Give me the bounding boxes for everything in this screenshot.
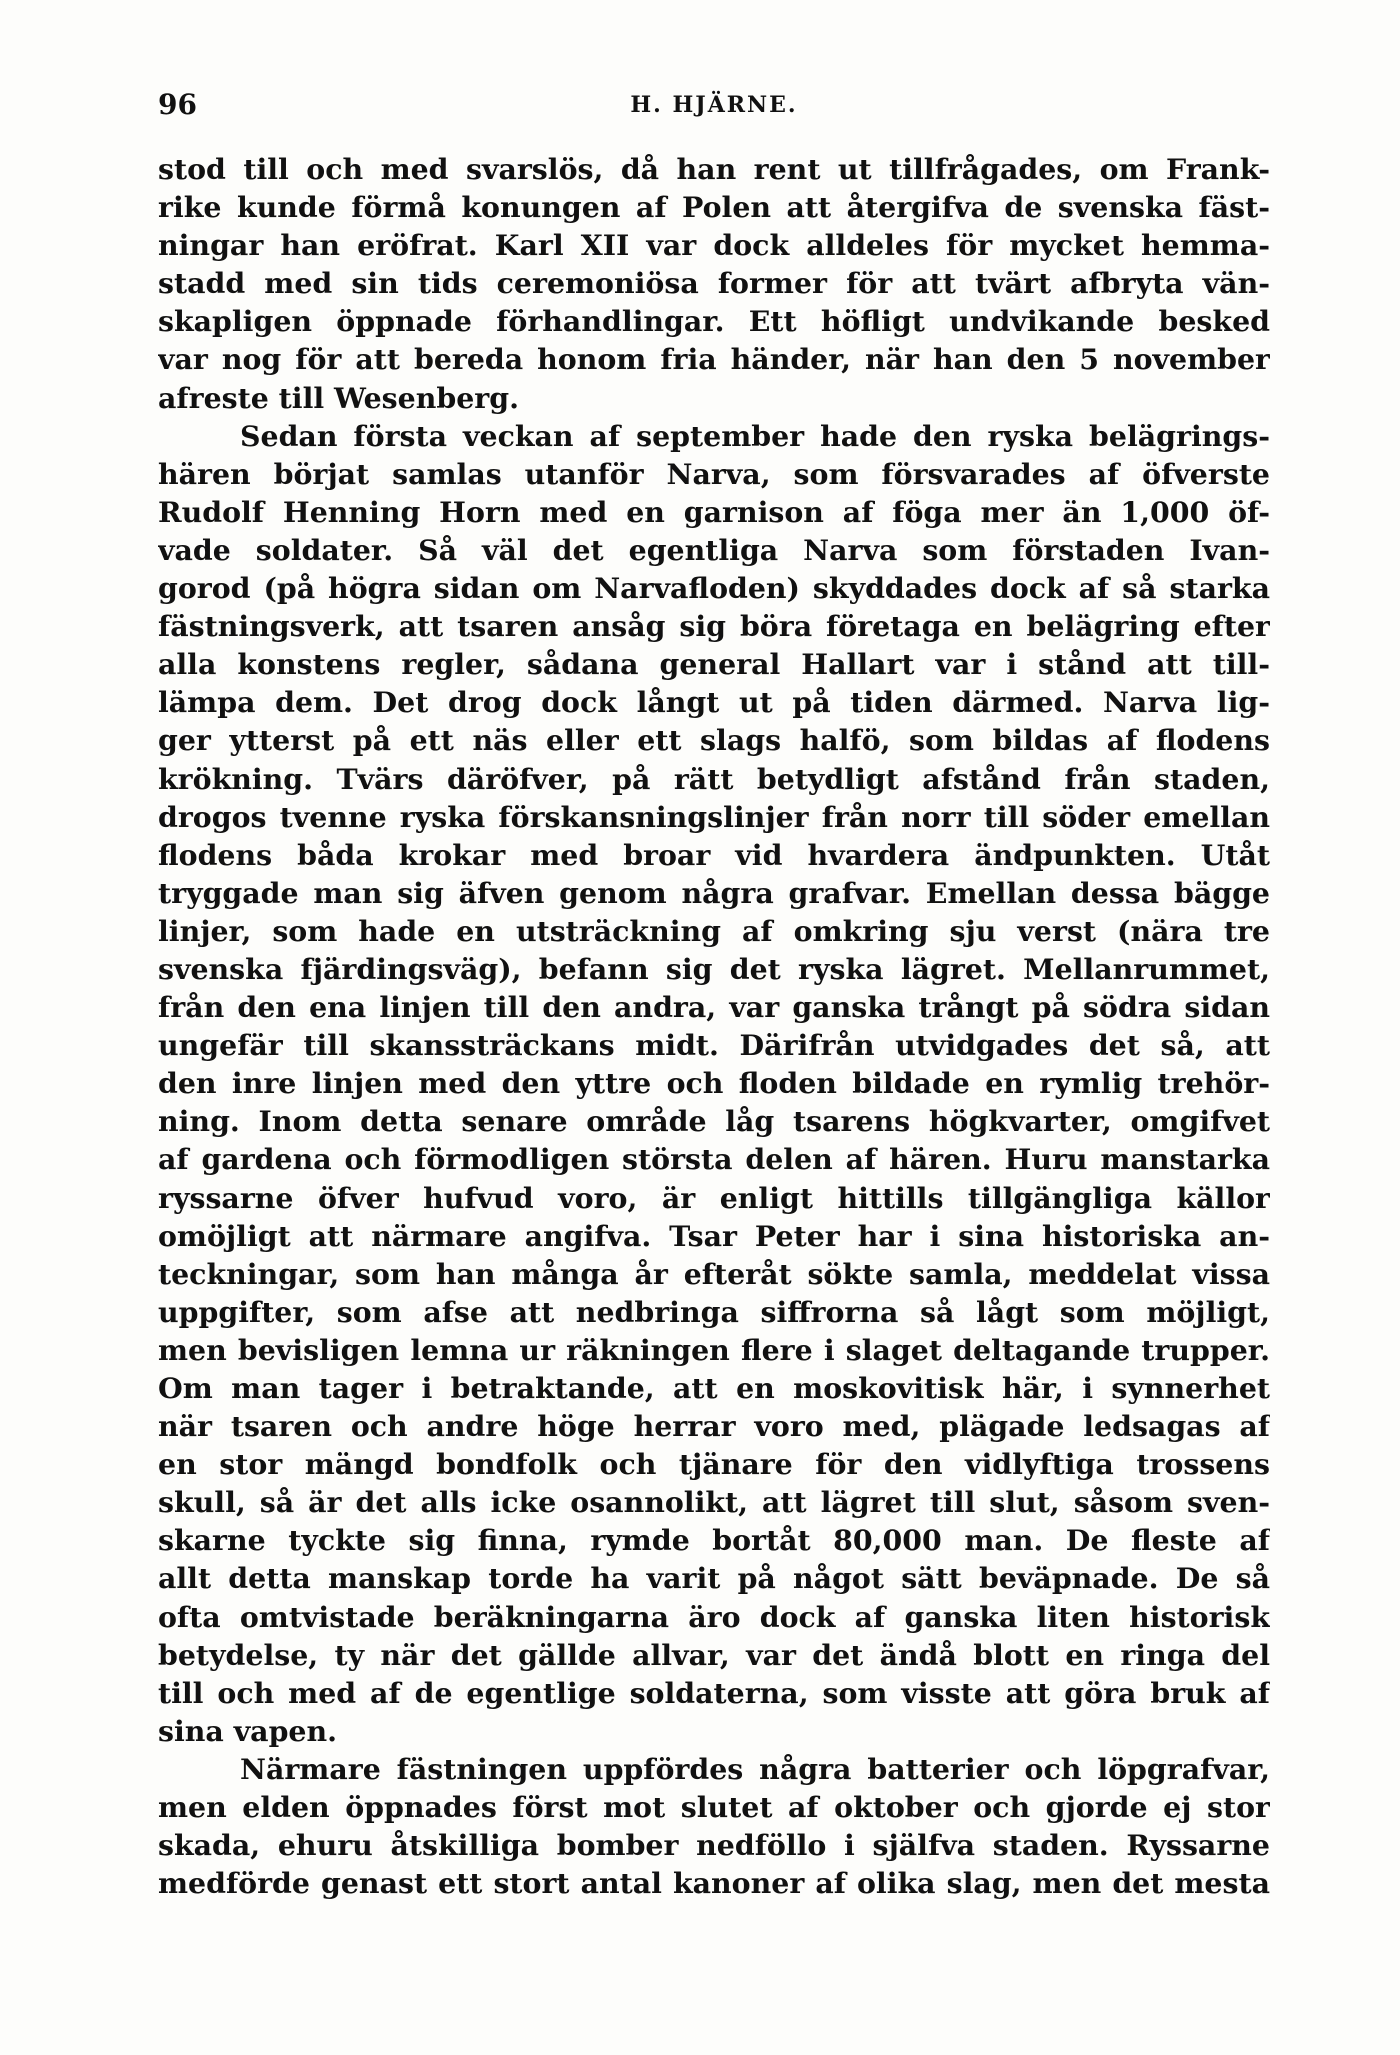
text-line: alla konstens regler, sådana general Hallart var i stånd att till- [158, 647, 1270, 682]
body-text [158, 150, 1270, 1902]
text-line: ger ytterst på ett näs eller ett slags halfö, som bildas af flodens [158, 723, 1270, 758]
text-line: men elden öppnades först mot slutet af oktober och gjorde ej stor [158, 1790, 1270, 1825]
text-line: betydelse, ty när det gällde allvar, var det ändå blott en ringa del [158, 1637, 1270, 1672]
page-number: 96 [158, 88, 197, 121]
text-line: när tsaren och andre höge herrar voro med, plägade ledsagas af [158, 1409, 1270, 1444]
text-line: af gardena och förmodligen största delen af hären. Huru manstarka [158, 1142, 1270, 1177]
text-line: vade soldater. Så väl det egentliga Narva som förstaden Ivan- [158, 532, 1270, 567]
text-line: skull, så är det alls icke osannolikt, att lägret till slut, såsom sven- [158, 1485, 1270, 1520]
text-line: Sedan första veckan af september hade den ryska belägrings- [240, 418, 1270, 453]
page-header [158, 88, 1270, 128]
text-line: fästningsverk, att tsaren ansåg sig böra företaga en belägring efter [158, 609, 1270, 644]
text-line: Om man tager i betraktande, att en moskovitisk här, i synnerhet [158, 1371, 1270, 1405]
text-line: lämpa dem. Det drog dock långt ut på tiden därmed. Narva lig- [158, 685, 1270, 720]
text-line: flodens båda krokar med broar vid hvardera ändpunkten. Utåt [158, 837, 1270, 872]
text-line: linjer, som hade en utsträckning af omkring sju verst (nära tre [158, 913, 1270, 948]
text-line: ning. Inom detta senare område låg tsarens högkvarter, omgifvet [158, 1104, 1270, 1139]
text-line: stod till och med svarslös, då han rent ut tillfrågades, om Frank- [158, 152, 1270, 186]
text-line: ungefär till skanssträckans midt. Därifrån utvidgades det så, att [158, 1028, 1270, 1063]
text-line: hären börjat samlas utanför Narva, som försvarades af öfverste [158, 456, 1270, 491]
text-line: drogos tvenne ryska förskansningslinjer från norr till söder emellan [158, 799, 1270, 834]
text-line: sina vapen. [158, 1713, 338, 1748]
text-line: teckningar, som han många år efteråt sökte samla, meddelat vissa [158, 1256, 1270, 1291]
text-line: allt detta manskap torde ha varit på något sätt beväpnade. De så [158, 1561, 1270, 1596]
paragraph [158, 417, 1270, 1750]
text-line: skapligen öppnade förhandlingar. Ett höfligt undvikande besked [158, 304, 1270, 339]
text-line: stadd med sin tids ceremoniösa former för att tvärt afbryta vän- [158, 266, 1270, 301]
text-line: en stor mängd bondfolk och tjänare för den vidlyftiga trossens [158, 1447, 1270, 1482]
text-line: från den ena linjen till den andra, var ganska trångt på södra sidan [158, 990, 1270, 1025]
text-line: Närmare fästningen uppfördes några batterier och löpgrafvar, [240, 1751, 1270, 1786]
text-line: Rudolf Henning Horn med en garnison af föga mer än 1,000 öf- [158, 494, 1270, 529]
paragraph [158, 1750, 1270, 1902]
text-line: tryggade man sig äfven genom några grafvar. Emellan dessa bägge [158, 875, 1270, 910]
text-line: rike kunde förmå konungen af Polen att återgifva de svenska fäst- [158, 190, 1270, 225]
text-line: ningar han eröfrat. Karl XII var dock alldeles för mycket hemma- [158, 228, 1270, 263]
text-line: till och med af de egentlige soldaterna, som visste att göra bruk af [158, 1675, 1270, 1710]
text-line: den inre linjen med den yttre och floden bildade en rymlig trehör- [158, 1066, 1270, 1101]
text-line: uppgifter, som afse att nedbringa siffrorna så lågt som möjligt, [158, 1294, 1270, 1329]
text-line: skarne tyckte sig finna, rymde bortåt 80,000 man. De fleste af [158, 1523, 1270, 1558]
text-line: ofta omtvistade beräkningarna äro dock af ganska liten historisk [158, 1599, 1270, 1634]
text-line: svenska fjärdingsväg), befann sig det ryska lägret. Mellanrummet, [158, 951, 1270, 986]
text-line: ryssarne öfver hufvud voro, är enligt hittills tillgängliga källor [158, 1180, 1270, 1215]
text-line: var nog för att bereda honom fria händer, när han den 5 november [158, 342, 1270, 377]
running-head: H. HJÄRNE. [630, 92, 798, 118]
text-line: skada, ehuru åtskilliga bomber nedföllo i själfva staden. Ryssarne [158, 1828, 1270, 1863]
paragraph [158, 150, 1270, 417]
text-line: afreste till Wesenberg. [158, 380, 519, 415]
text-line: omöjligt att närmare angifva. Tsar Peter har i sina historiska an- [158, 1218, 1270, 1253]
text-line: gorod (på högra sidan om Narvafloden) skyddades dock af så starka [158, 571, 1270, 606]
text-line: men bevisligen lemna ur räkningen flere i slaget deltagande trupper. [158, 1332, 1270, 1367]
text-line: medförde genast ett stort antal kanoner af olika slag, men det mesta [158, 1866, 1270, 1901]
text-line: krökning. Tvärs däröfver, på rätt betydligt afstånd från staden, [158, 761, 1270, 796]
